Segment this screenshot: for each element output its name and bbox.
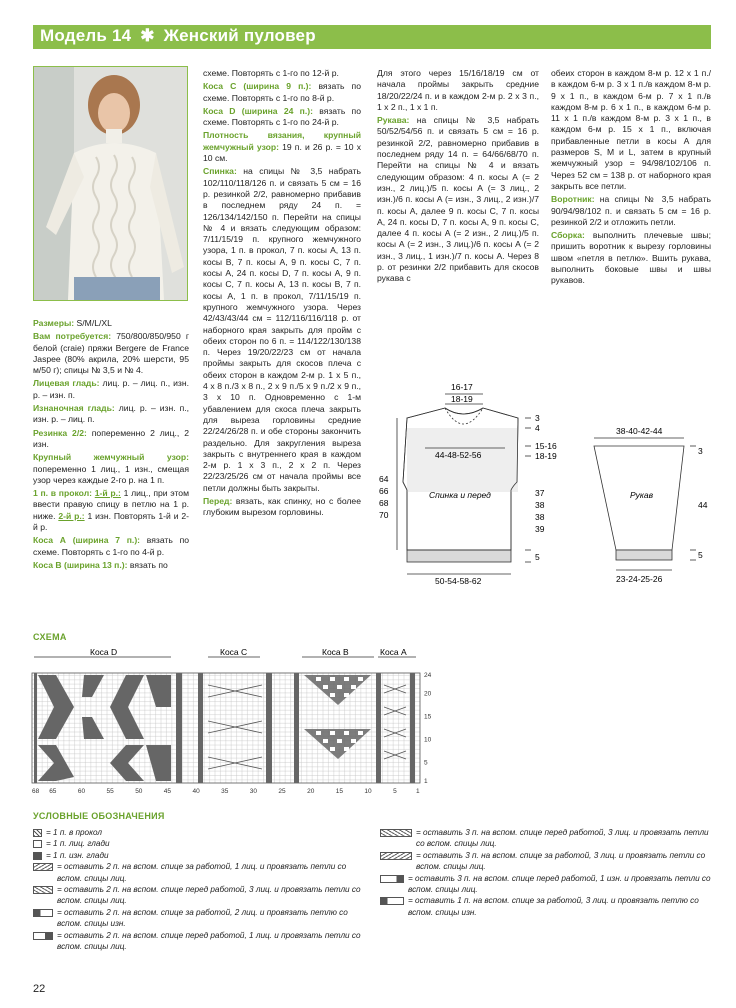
front-value: вязать, как спинку, но с более глубоким вырезом горловины.: [203, 495, 361, 518]
x-tick-label: 65: [49, 788, 57, 795]
cable-c-value: вязать по схеме. Повторять с 1-го по 8-й р.: [203, 81, 361, 103]
sleeve-label: Рукава:: [377, 115, 410, 126]
hem-width: 50-54-58-62: [435, 576, 482, 586]
tbl-label: 1 п. в прокол:: [33, 488, 93, 499]
stockinette-value: лиц. р. – лиц. п., изн. р. – изн. п.: [33, 378, 190, 400]
cable-2-2-back-icon: [33, 909, 53, 917]
row1-text: 1 лиц., при этом ввести правую спицу в петлю на 1 р. ниже.: [33, 488, 189, 521]
legend-text: = оставить 3 п. на вспом. спице за работой, 3 лиц. и провязать петли со вспом. спицы лиц.: [416, 850, 706, 872]
cable-c-label: Коса С (ширина 9 п.):: [203, 81, 312, 92]
legend-text: = оставить 2 п. на вспом. спице перед работой, 1 лиц. и провязать петли со вспом. спицы лиц.: [57, 930, 361, 952]
length-xl: 70: [379, 510, 389, 520]
dim-3: 3: [535, 413, 540, 423]
legend-item: [33, 907, 363, 930]
cable-b-label: Коса В (ширина 13 п.):: [33, 559, 128, 570]
x-tick-label: 40: [192, 788, 200, 795]
front-cont: Для этого через 15/16/18/19 см от начала проймы закрыть средние 18/20/22/24 п. и в каждом 2-м р. 2 x 3 п., 1 x 2 п., 1 x 1 п.: [377, 68, 539, 112]
dim-18: 18-19: [535, 451, 557, 461]
scheme-title: СХЕМА: [33, 632, 67, 642]
back-label: Спинка:: [203, 166, 237, 177]
length-m: 66: [379, 486, 389, 496]
sleeve-dim-3: 3: [698, 446, 703, 456]
y-tick-label: 24: [424, 672, 432, 679]
materials-value: 750/800/850/950 г белой (craie) пряжи Bergere de France Jaspee (80% акрила, 20% шерсти, 95 м/50 г); спицы № 3,5 и № 4.: [33, 331, 189, 376]
side-xl: 39: [535, 524, 545, 534]
neck-width-a: 16-17: [451, 382, 473, 392]
x-tick-label: 50: [135, 788, 143, 795]
sleeve-value: на спицы № 3,5 набрать 50/52/54/56 п. и связать 5 см = 16 р. резинкой 2/2, равномерно прибавив в последнем ряду 14 п. = 64/66/68/70 п. Перейти на спицы № 4 и вязать следующим образом: 4 п. косы А (= 2 изн., 2 лиц.)/5 п. косы А (= 3 лиц., 2 изн.)/6 п. косы А (= изн., 3 лиц., 2 изн.)/7 п. косы А, далее 9 п. косы С, 7 п. косы А, 24 п. косы D, 7 п. косы А, 9 п. косы С, далее 4 п. косы А (= 2 изн., 2 лиц.)/5 п. косы А (= 2 изн., 3 лиц.)/6 п. косы А (= 2 изн., 3 лиц., 1 изн.)/7 п. косы А. Через 8 р. от резинки 2/2 прибавить для скосов рукава с: [377, 115, 539, 284]
x-tick-label: 68: [32, 788, 40, 795]
legend-text: = оставить 3 п. на вспом. спице перед работой, 3 лиц. и провязать петли со вспом. спицы лиц.: [416, 828, 709, 849]
text-column-4: [551, 68, 711, 289]
cable-3-1-front-icon: [380, 875, 404, 883]
purl-symbol-icon: [33, 852, 42, 860]
cable-2-1-back-icon: [33, 863, 53, 871]
legend-item: [380, 895, 715, 918]
cable-c-title: Коса С: [220, 647, 248, 657]
cable-d-label: Коса D (ширина 24 п.):: [203, 105, 313, 116]
legend-left: [33, 827, 363, 952]
cable-1-3-back-icon: [380, 897, 404, 905]
legend-text: = оставить 2 п. на вспом. спице за работой, 2 лиц. и провязать петлю со вспом. спицы изн.: [57, 907, 348, 929]
y-tick-label: 1: [424, 778, 428, 785]
scheme-chart: [26, 645, 436, 800]
stockinette-label: Лицевая гладь:: [33, 378, 100, 389]
dim-4: 4: [535, 423, 540, 433]
dim-15: 15-16: [535, 441, 557, 451]
side-m: 38: [535, 500, 545, 510]
cable-a-title: Коса A: [380, 647, 407, 657]
text-column-1: [33, 318, 189, 573]
sleeve-length: 44: [698, 500, 708, 510]
legend-item: [33, 861, 363, 884]
side-l: 38: [535, 512, 545, 522]
row1-label: 1-й р.:: [94, 488, 121, 499]
knit-symbol-icon: [33, 840, 42, 848]
legend-right: [380, 827, 715, 918]
gauge-value: 19 п. и 26 р. = 10 x 10 см.: [203, 141, 361, 164]
moss-value: попеременно 1 лиц., 1 изн., смещая узор через каждые 2-го р. на 1 п.: [33, 463, 189, 485]
x-tick-label: 45: [163, 788, 172, 795]
x-tick-label: 10: [364, 788, 372, 795]
gauge-label: Плотность вязания, крупный жемчужный узор:: [203, 130, 361, 152]
cable-2-3-front-icon: [33, 886, 53, 894]
photo-illustration: [34, 67, 187, 300]
legend-item: [33, 838, 363, 849]
sizes-label: Размеры:: [33, 318, 75, 328]
legend-text: = оставить 1 п. на вспом. спице за работой, 3 лиц. и провязать петлю со вспом. спицы изн.: [408, 896, 699, 917]
legend-item: [33, 884, 363, 907]
assembly-label: Сборка:: [551, 230, 585, 241]
body-schematic: [365, 378, 565, 588]
materials-label: Вам потребуется:: [33, 331, 112, 342]
x-tick-label: 60: [77, 788, 86, 795]
cable-d-value: вязать по схеме. Повторять с 1-го по 24-й р.: [203, 105, 361, 128]
x-tick-label: 55: [106, 788, 114, 795]
model-number: Модель 14: [40, 26, 132, 45]
sleeve-schematic: [580, 422, 715, 590]
body-label: Спинка и перед: [429, 490, 491, 500]
cable-3-3-back-icon: [380, 852, 412, 860]
x-tick-label: 5: [393, 788, 397, 795]
rib-label: Резинка 2/2:: [33, 427, 87, 438]
sleeve-cuff-width: 23-24-25-26: [616, 574, 663, 584]
y-tick-label: 10: [424, 736, 432, 744]
garment-title: Женский пуловер: [163, 26, 316, 45]
cable-b-title: Коса B: [322, 647, 349, 657]
x-tick-label: 25: [278, 788, 286, 795]
reverse-stockinette-value: лиц. р. – изн. п., изн. р. – лиц. п.: [33, 403, 189, 425]
legend-text: = 1 п. лиц. глади: [46, 839, 110, 849]
x-tick-label: 1: [416, 788, 420, 795]
legend-text: = 1 п. изн. глади: [46, 850, 109, 860]
moss-label: Крупный жемчужный узор:: [33, 452, 189, 463]
rib-height: 5: [535, 552, 540, 562]
sleeve-cont: обеих сторон в каждом 8-м р. 12 x 1 п./в каждом 6-м р. 3 x 1 п./в каждом 8-м р. 9 x 1 п., в каждом 6-м р. 7 x 1 п./в каждом 8-м р. 6 x 1 п., в каждом 6-м р. 11 x 1 п./в каждом 8-м р. 3 x 1 п., в каждом 6-м р. 15 x 1 п., включая прибавленные петли в косы А для размеров S, M и L, затем в крупный жемчужный узор = 94/98/102/106 п. Через 52 см = 138 р. от наборного края закрыть все петли.: [551, 68, 711, 191]
side-s: 37: [535, 488, 545, 498]
cable-2-1-front-icon: [33, 932, 53, 940]
length-s: 64: [379, 474, 389, 484]
legend-item: [380, 850, 715, 873]
legend-text: = оставить 2 п. на вспом. спице перед работой, 3 лиц. и провязать петли со вспом. спицы лиц.: [57, 885, 361, 906]
y-tick-label: 5: [424, 759, 428, 767]
sleeve-rib: 5: [698, 550, 703, 560]
cable-b-cont: схеме. Повторять с 1-го по 12-й р.: [203, 68, 339, 78]
front-label: Перед:: [203, 495, 233, 506]
legend-title: УСЛОВНЫЕ ОБОЗНАЧЕНИЯ: [33, 811, 165, 821]
cable-3-3-front-icon: [380, 829, 412, 837]
page-number: 22: [33, 983, 46, 995]
text-column-3: [377, 68, 539, 287]
collar-value: на спицы № 3,5 набрать 90/94/98/102 п. и связать 5 см = 16 р. резинкой 2/2 и отложить петли.: [551, 194, 711, 227]
rib-value: попеременно 2 лиц., 2 изн.: [33, 427, 189, 449]
x-tick-label: 30: [249, 788, 258, 795]
page-title: [40, 26, 316, 46]
text-column-2: [203, 68, 361, 521]
y-tick-label: 20: [424, 690, 432, 698]
collar-label: Воротник:: [551, 194, 595, 205]
cable-b-value: вязать по: [129, 559, 168, 570]
cable-a-label: Коса А (ширина 7 п.):: [33, 535, 141, 546]
legend-text: = оставить 2 п. на вспом. спице за работой, 1 лиц. и провязать петли со вспом. спицы лиц.: [57, 862, 347, 883]
x-tick-label: 20: [307, 788, 315, 795]
sleeve-top-width: 38-40-42-44: [616, 426, 663, 436]
row2-text: 1 изн. Повторять 1-й и 2-й р.: [33, 510, 189, 533]
sleeve-label: Рукав: [630, 490, 654, 500]
back-value: на спицы № 3,5 набрать 102/110/118/126 п. и связать 5 см = 16 р. резинкой 2/2, равномерно прибавив в последнем ряду 24 п. = 126/134/142/150 п. Перейти на спицы № 4 и вязать следующим образом: 7/11/15/19 п. крупного жемчужного узора, 1 п. в прокол, 7 п. косы А, 13 п. косы В, 7 п. косы А, 9 п. косы С, 7 п. косы А, 24 п. косы D, 7 п. косы А, 9 п. косы С, 7 п. косы А, 13 п. косы В, 7 п. косы А, 1 п. в прокол, 7/11/15/19 п. крупного жемчужного узора. Через 42/43/43/44 см = 112/116/116/118 р. от наборного края закрыть для пройм с обеих сторон по 6 п. = 114/122/130/138 п. Через 19/20/22/23 см от начала проймы закрыть для скосов плеча с обеих сторон в каждом 2-м р. 1 x 5 п., 4 x 8 п./3 x 8 п., 2 x 9 п./5 x 9 п./2 x 9 п., 3 x 10 п. Одновременно с 1-м убавлением для скоса плеча закрыть для выреза горловины средние 22/24/26/28 п. и обе стороны закончить раздельно. Для закругления выреза закрыть с внутреннего края в каждом 2-м р. 1 x 3 п., 2 x 2 п. Через 22/23/25/26 см от начала проймы все петли должны быть закрыты.: [203, 166, 361, 493]
cable-d-title: Коса D: [90, 647, 118, 657]
sizes-value: S/M/L/XL: [76, 318, 112, 328]
legend-item: [33, 850, 363, 861]
row2-label: 2-й р.:: [58, 510, 85, 521]
legend-item: [33, 827, 363, 838]
length-l: 68: [379, 498, 389, 508]
legend-item: [380, 873, 715, 896]
x-tick-label: 35: [221, 788, 229, 795]
y-tick-label: 15: [424, 713, 432, 721]
assembly-value: выполнить плечевые швы; пришить воротник к вырезу горловины швом «петля в петлю». Вшить рукава, выполнить боковые швы и швы рукавов.: [551, 230, 711, 286]
cable-a-value: вязать по схеме. Повторять с 1-го по 4-й р.: [33, 535, 190, 557]
legend-item: [33, 930, 363, 953]
body-width: 44-48-52-56: [435, 450, 482, 460]
legend-text: = оставить 3 п. на вспом. спице перед работой, 1 изн. и провязать петли со вспом. спицы лиц.: [408, 873, 711, 895]
model-photo: [33, 66, 188, 301]
y-axis-ticks: [424, 672, 432, 785]
tbl-symbol-icon: [33, 829, 42, 837]
reverse-stockinette-label: Изнаночная гладь:: [33, 403, 115, 414]
x-tick-label: 15: [335, 788, 344, 795]
neck-width-b: 18-19: [451, 394, 473, 404]
x-axis-ticks: [32, 788, 420, 795]
legend-item: [380, 827, 715, 850]
legend-text: = 1 п. в прокол: [46, 828, 102, 837]
star-icon: ✱: [140, 26, 155, 45]
